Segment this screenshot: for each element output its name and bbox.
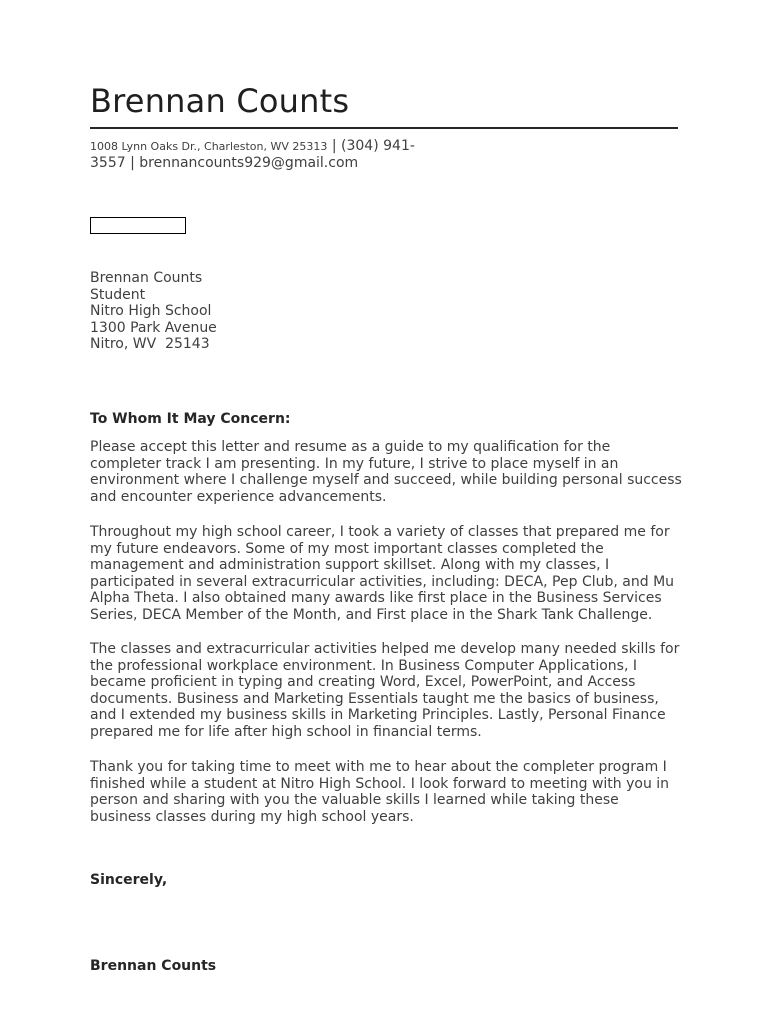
recipient-city-state-zip: Nitro, WV 25143 [90,336,210,353]
signature-name: Brennan Counts [90,958,217,974]
heading-divider [90,127,678,129]
recipient-address-block [90,270,217,353]
recipient-name: Brennan Counts [90,270,203,286]
body-paragraph: Throughout my high school career, I took a variety of classes that prepared me for my future endeavors. Some of my most important classes completed the management and administration support skillset. Along with my classes, I participated in several extracurricular activities, including: DECA, Pep Club, and Mu Alpha Theta. I also obtained many awards like first place in the Business Services Series, DECA Member of the Month, and First place in the Shark Tank Challenge. [90,524,675,623]
recipient-street: 1300 Park Avenue [90,319,217,336]
recipient-title: Student [90,286,146,303]
body-paragraph: Thank you for taking time to meet with me to hear about the completer program I finished while a student at Nitro High School. I look forward to meeting with you in person and sharing with you the valuable skills I learned while taking these business classes during my high school years. [90,759,670,825]
contact-info [90,138,430,172]
body-paragraph: The classes and extracurricular activities helped me develop many needed skills for the professional workplace environment. In Business Computer Applications, I became proficient in typing and creating Word, Excel, PowerPoint, and Access documents. Business and Marketing Essentials taught me the basics of business, and I extended my business skills in Marketing Principles. Lastly, Personal Finance prepared me for life after high school in financial terms. [90,641,680,740]
contact-separator: | [327,138,342,154]
recipient-company: Nitro High School [90,303,212,320]
contact-separator: | [125,155,140,171]
sender-name-heading: Brennan Counts [90,82,350,120]
sender-phone: (304) 941-3557 [90,138,415,171]
salutation: To Whom It May Concern: [90,411,291,427]
sender-email: brennancounts929@gmail.com [139,155,359,171]
date-field-box [90,217,186,234]
body-paragraph: Please accept this letter and resume as a guide to my qualification for the completer track I am presenting. In my future, I strive to place myself in an environment where I challenge myself and succeed, while building personal success and encounter experience advancements. [90,439,682,505]
sender-address: 1008 Lynn Oaks Dr., Charleston, WV 25313 [90,140,328,153]
closing: Sincerely, [90,872,168,888]
